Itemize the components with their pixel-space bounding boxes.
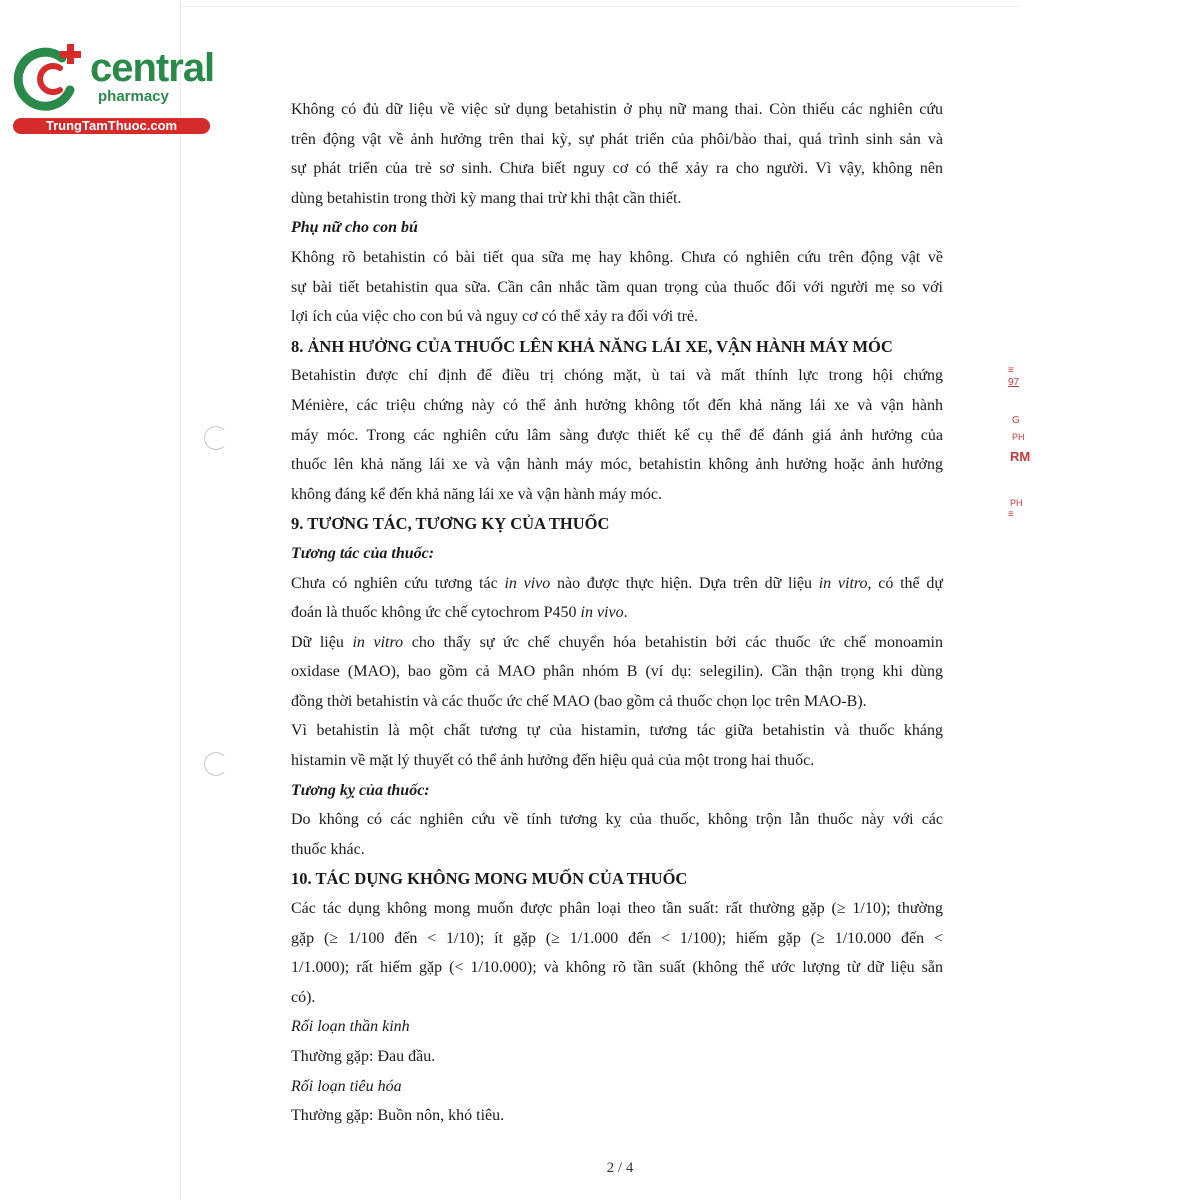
logo-name: central <box>90 46 215 90</box>
punch-hole <box>204 752 228 776</box>
paragraph-line: gặp (≥ 1/100 đến < 1/10); ít gặp (≥ 1/1.000 đến < 1/100); hiếm gặp (≥ 1/10.000 đến < <box>291 929 943 947</box>
subheading-incompatibilities: Tương kỵ của thuốc: <box>291 781 430 799</box>
paragraph-line: Không có đủ dữ liệu về việc sử dụng betahistin ở phụ nữ mang thai. Còn thiếu các nghiên cứu <box>291 101 943 118</box>
punch-hole <box>204 426 228 450</box>
stamp-line: ≡ <box>1008 509 1014 520</box>
paragraph-line: lợi ích của việc cho con bú và nguy cơ có thể xảy ra đối với trẻ. <box>291 308 699 326</box>
paragraph-line: 1/1.000); rất hiếm gặp (< 1/10.000); và không rõ tần suất (không thể ước lượng từ dữ liệu sẵn <box>291 959 943 977</box>
subheading-nervous-disorders: Rối loạn thần kinh <box>291 1018 410 1036</box>
stamp-text: 97 <box>1008 377 1020 388</box>
paragraph-line: Chưa có nghiên cứu tương tác in vivo nào được thực hiện. Dựa trên dữ liệu in vitro, có thể dự <box>291 574 943 592</box>
stamp-text: G <box>1012 415 1020 426</box>
paragraph-line: có). <box>291 988 316 1006</box>
logo-website: TrungTamThuoc.com <box>13 118 210 134</box>
paragraph-line: Không rõ betahistin có bài tiết qua sữa mẹ hay không. Chưa có nghiên cứu trên động vật về <box>291 248 943 266</box>
stamp-text: PH <box>1010 498 1023 508</box>
paragraph-line: Vì betahistin là một chất tương tự của histamin, tương tác giữa betahistin và thuốc kháng <box>291 722 943 740</box>
section-heading-8: 8. ẢNH HƯỞNG CỦA THUỐC LÊN KHẢ NĂNG LÁI XE, VẬN HÀNH MÁY MÓC <box>291 336 893 356</box>
document-body <box>291 95 943 1131</box>
paragraph-line: thuốc khác. <box>291 840 365 858</box>
paragraph-line: trên động vật về ảnh hưởng trên thai kỳ, sự phát triển của phôi/bào thai, quá trình sinh sản và <box>291 130 943 148</box>
paragraph-line: Dữ liệu in vitro cho thấy sự ức chế chuyển hóa betahistin bởi các thuốc ức chế monoamin <box>291 633 943 651</box>
paragraph-line: Thường gặp: Buồn nôn, khó tiêu. <box>291 1107 505 1125</box>
paragraph-line: sự bài tiết betahistin qua sữa. Cần cân nhắc tầm quan trọng của thuốc đối với người mẹ so với <box>291 278 943 296</box>
paragraph-line: Do không có các nghiên cứu về tính tương kỵ của thuốc, không trộn lẫn thuốc này với các <box>291 811 943 829</box>
paragraph-line: máy móc. Trong các nghiên cứu lâm sàng được thiết kế cụ thể để đánh giá ảnh hưởng của <box>291 426 943 444</box>
section-heading-9: 9. TƯƠNG TÁC, TƯƠNG KỴ CỦA THUỐC <box>291 514 610 534</box>
paragraph-line: đồng thời betahistin và các thuốc ức chế MAO (bao gồm cả thuốc chọn lọc trên MAO-B). <box>291 692 867 710</box>
central-pharmacy-logo <box>10 38 215 138</box>
paragraph-line: thuốc lên khả năng lái xe và vận hành máy móc, betahistin không ảnh hưởng hoặc ảnh hưởng <box>291 456 943 474</box>
subheading-digestive-disorders: Rối loạn tiêu hóa <box>291 1077 402 1095</box>
stamp-text: PH <box>1012 432 1025 442</box>
stamp-text: RM <box>1010 449 1031 464</box>
stamp-line: ≡ <box>1008 365 1014 376</box>
page-edge <box>180 0 181 1200</box>
paragraph-line: Thường gặp: Đau đầu. <box>291 1048 436 1065</box>
paragraph-line: Các tác dụng không mong muốn được phân loại theo tần suất: rất thường gặp (≥ 1/10); thường <box>291 900 943 918</box>
paragraph-line: Ménière, các triệu chứng này có thể ảnh hưởng không tốt đến khả năng lái xe và vận hành <box>291 396 943 414</box>
paragraph-line: dùng betahistin trong thời kỳ mang thai trừ khi thật cần thiết. <box>291 189 682 207</box>
subheading-interactions: Tương tác của thuốc: <box>291 544 435 562</box>
section-heading-10: 10. TÁC DỤNG KHÔNG MONG MUỐN CỦA THUỐC <box>291 869 688 889</box>
subheading-breastfeeding: Phụ nữ cho con bú <box>291 219 418 237</box>
logo-subtitle: pharmacy <box>98 88 169 105</box>
paragraph-line: oxidase (MAO), bao gồm cả MAO phân nhóm B (ví dụ: selegilin). Cần thận trọng khi dùng <box>291 663 943 681</box>
paragraph-line: Betahistin được chỉ định để điều trị chóng mặt, ù tai và mất thính lực trong hội chứng <box>291 367 943 385</box>
paragraph-line: không đáng kể đến khả năng lái xe và vận hành máy móc. <box>291 485 662 503</box>
paragraph-line: histamin về mặt lý thuyết có thể ảnh hưởng đến hiệu quả của một trong hai thuốc. <box>291 752 815 770</box>
page-number: 2 / 4 <box>606 1160 634 1176</box>
pharmacy-cross-logo-icon <box>10 38 90 118</box>
page-edge-top <box>180 6 1020 7</box>
paragraph-line: đoán là thuốc không ức chế cytochrom P450 in vivo. <box>291 604 628 622</box>
paragraph-line: sự phát triển của trẻ sơ sinh. Chưa biết nguy cơ có thể xảy ra cho người. Vì vậy, không nên <box>291 160 943 178</box>
